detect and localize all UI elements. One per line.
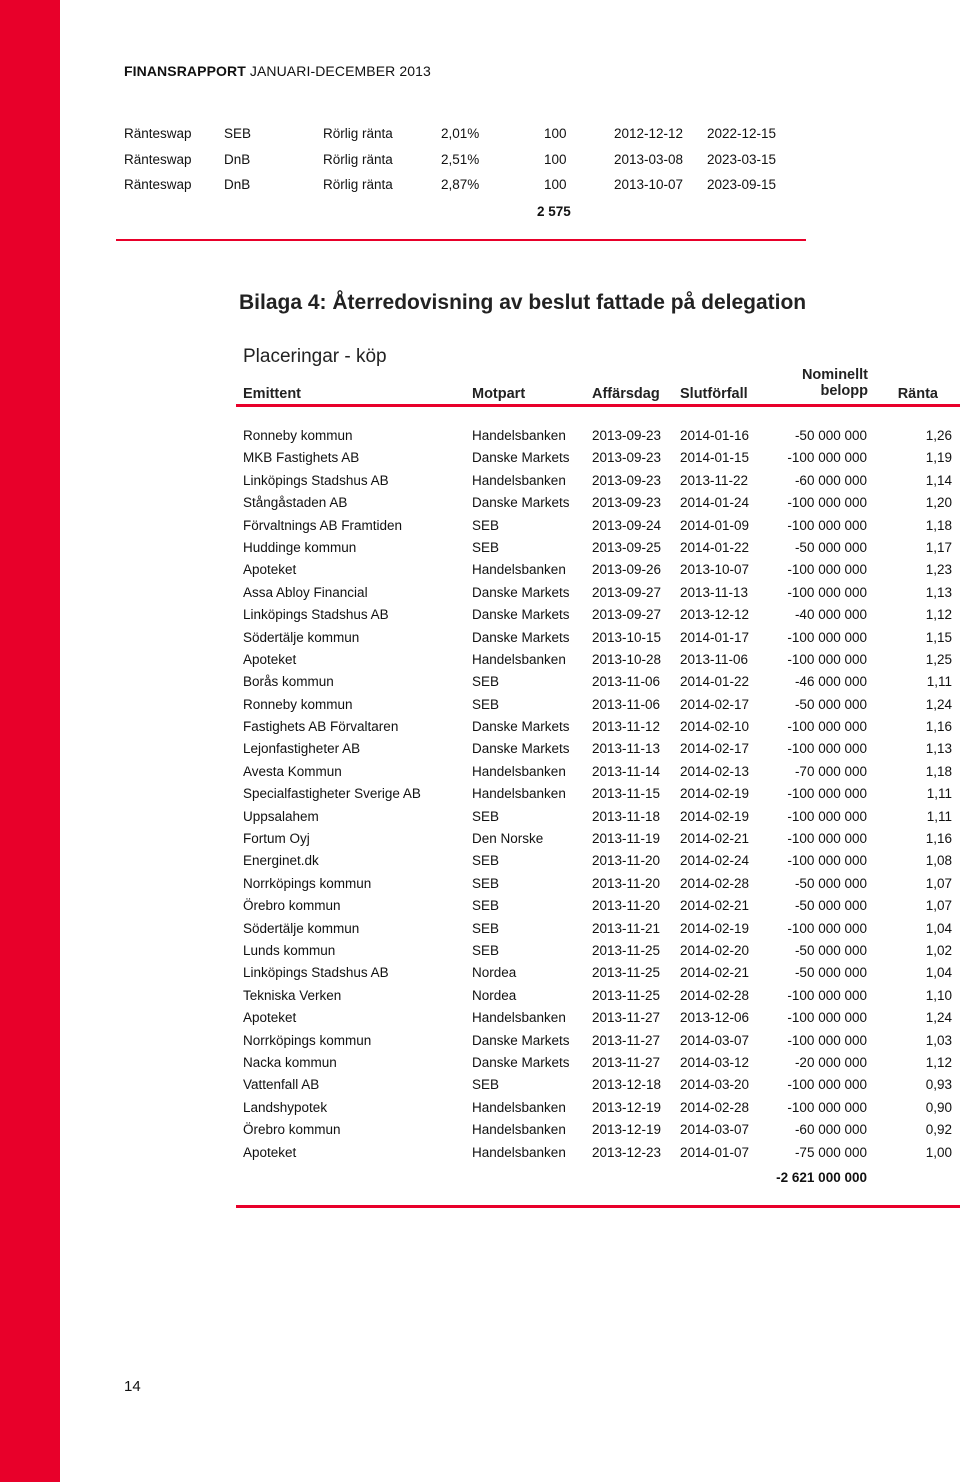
cell-ranta: 1,23 [925,562,952,578]
cell-affarsdag: 2013-12-19 [592,1122,662,1138]
cell-ranta: 1,14 [925,472,952,488]
cell-emittent: Ronneby kommun [243,696,353,712]
cell-slutforfall: 2013-11-22 [680,472,749,488]
footer-divider [236,1205,960,1208]
swap-cell-bank: SEB [224,126,252,141]
cell-affarsdag: 2013-09-23 [592,450,662,466]
cell-emittent: Lunds kommun [243,942,336,958]
cell-motpart: Handelsbanken [472,1099,566,1115]
cell-emittent: Energinet.dk [243,853,319,869]
cell-emittent: Uppsalahem [243,808,319,824]
cell-affarsdag: 2013-11-18 [592,808,661,824]
report-header-rest: JANUARI-DECEMBER 2013 [245,63,431,79]
cell-slutforfall: 2014-02-17 [680,741,750,757]
cell-affarsdag: 2013-11-15 [592,786,661,802]
cell-emittent: Apoteket [243,651,297,667]
swap-cell-end: 2022-12-15 [707,126,777,141]
table-row [0,943,960,965]
cell-affarsdag: 2013-11-21 [592,920,661,936]
cell-motpart: SEB [472,539,500,555]
cell-nominellt-belopp: -100 000 000 [787,1032,867,1048]
swap-cell-type: Ränteswap [124,177,192,192]
cell-emittent: Stångåstaden AB [243,495,348,511]
cell-ranta: 1,20 [925,495,952,511]
cell-emittent: Fastighets AB Förvaltaren [243,719,399,735]
cell-motpart: SEB [472,920,500,936]
swap-cell-rate: 2,87% [441,177,480,192]
cell-nominellt-belopp: -100 000 000 [787,584,867,600]
swap-cell-rate-type: Rörlig ränta [323,151,393,167]
cell-emittent: Örebro kommun [243,1122,341,1138]
report-header-bold: FINANSRAPPORT [124,63,246,79]
cell-slutforfall: 2014-02-28 [680,1099,750,1115]
table-row [0,831,960,853]
cell-slutforfall: 2013-11-06 [680,651,749,667]
cell-motpart: Nordea [472,965,517,981]
cell-ranta: 1,12 [925,1054,952,1070]
swap-cell-end: 2023-09-15 [707,177,777,192]
cell-affarsdag: 2013-11-25 [592,965,661,981]
cell-affarsdag: 2013-09-26 [592,562,662,578]
cell-emittent: Norrköpings kommun [243,1032,372,1048]
table-row [0,786,960,808]
swap-cell-bank: DnB [224,151,251,167]
cell-ranta: 1,13 [925,584,952,600]
cell-affarsdag: 2013-09-25 [592,539,662,555]
cell-ranta: 1,04 [925,920,952,936]
table-row [0,809,960,831]
cell-affarsdag: 2013-11-25 [592,942,661,958]
cell-ranta: 0,92 [925,1122,952,1138]
cell-ranta: 1,26 [925,428,952,443]
cell-slutforfall: 2014-01-24 [680,495,750,511]
cell-ranta: 1,15 [925,629,952,645]
cell-motpart: SEB [472,942,500,958]
col-header-slutforfall: Slutförfall [680,386,748,402]
divider-top [116,239,806,241]
cell-affarsdag: 2013-11-27 [592,1032,661,1048]
cell-affarsdag: 2013-11-14 [592,763,661,779]
cell-motpart: Handelsbanken [472,1144,566,1160]
cell-emittent: Linköpings Stadshus AB [243,965,389,981]
cell-slutforfall: 2014-03-07 [680,1032,750,1048]
cell-affarsdag: 2013-11-27 [592,1054,661,1070]
cell-ranta: 1,08 [925,853,952,869]
cell-motpart: SEB [472,853,500,869]
table-row [0,630,960,652]
swap-cell-rate-type: Rörlig ränta [323,126,393,141]
cell-nominellt-belopp: -50 000 000 [794,428,867,443]
cell-motpart: Handelsbanken [472,1010,566,1026]
cell-slutforfall: 2014-02-21 [680,965,750,981]
cell-slutforfall: 2013-10-07 [680,562,750,578]
cell-motpart: Danske Markets [472,495,570,511]
cell-ranta: 1,03 [925,1032,952,1048]
table-row [0,1010,960,1032]
cell-emittent: Södertälje kommun [243,629,360,645]
cell-emittent: Nacka kommun [243,1054,337,1070]
cell-affarsdag: 2013-10-15 [592,629,662,645]
cell-affarsdag: 2013-11-06 [592,674,661,690]
cell-slutforfall: 2014-01-16 [680,428,750,443]
table-row [0,562,960,584]
cell-affarsdag: 2013-11-20 [592,853,661,869]
cell-emittent: Fortum Oyj [243,831,310,847]
cell-nominellt-belopp: -50 000 000 [794,875,867,891]
table-row [0,450,960,472]
cell-slutforfall: 2014-01-22 [680,539,750,555]
cell-nominellt-belopp: -100 000 000 [787,1077,867,1093]
cell-slutforfall: 2014-02-19 [680,920,750,936]
col-header-emittent: Emittent [243,386,301,402]
table-row [0,1100,960,1122]
cell-ranta: 0,93 [925,1077,952,1093]
cell-slutforfall: 2014-02-17 [680,696,750,712]
cell-motpart: Handelsbanken [472,562,566,578]
table-row [0,988,960,1010]
col-header-nominellt-line1: Nominellt [801,367,868,383]
table-row [0,607,960,629]
cell-affarsdag: 2013-11-20 [592,898,661,914]
cell-emittent: Linköpings Stadshus AB [243,472,389,488]
cell-nominellt-belopp: -50 000 000 [794,898,867,914]
cell-emittent: Örebro kommun [243,898,341,914]
cell-motpart: Danske Markets [472,1032,570,1048]
cell-affarsdag: 2013-09-23 [592,428,662,443]
swap-cell-amount: 100 [544,126,567,141]
cell-emittent: Lejonfastigheter AB [243,741,361,757]
cell-affarsdag: 2013-11-13 [592,741,661,757]
cell-nominellt-belopp: -20 000 000 [794,1054,867,1070]
swap-cell-end: 2023-03-15 [707,151,777,167]
table-row [0,1055,960,1077]
cell-ranta: 1,16 [925,831,952,847]
cell-ranta: 1,04 [925,965,952,981]
cell-nominellt-belopp: -100 000 000 [787,495,867,511]
cell-nominellt-belopp: -50 000 000 [794,942,867,958]
cell-nominellt-belopp: -100 000 000 [787,853,867,869]
cell-nominellt-belopp: -46 000 000 [794,674,867,690]
cell-emittent: Apoteket [243,1010,297,1026]
cell-ranta: 1,07 [925,875,952,891]
table-row [0,697,960,719]
cell-slutforfall: 2014-03-20 [680,1077,750,1093]
cell-slutforfall: 2014-02-28 [680,875,750,891]
cell-motpart: Handelsbanken [472,786,566,802]
cell-motpart: Danske Markets [472,584,570,600]
cell-motpart: SEB [472,898,500,914]
cell-ranta: 1,24 [925,696,952,712]
cell-nominellt-belopp: -50 000 000 [794,696,867,712]
section-title: Bilaga 4: Återredovisning av beslut fattade på delegation [239,291,807,314]
swap-cell-start: 2012-12-12 [614,126,684,141]
cell-slutforfall: 2013-11-13 [680,584,749,600]
cell-motpart: Handelsbanken [472,1122,566,1138]
placements-table [0,428,960,1167]
cell-motpart: Handelsbanken [472,763,566,779]
cell-slutforfall: 2014-02-19 [680,786,750,802]
cell-emittent: Borås kommun [243,674,334,690]
cell-nominellt-belopp: -100 000 000 [787,786,867,802]
cell-emittent: Landshypotek [243,1099,328,1115]
cell-slutforfall: 2014-01-22 [680,674,750,690]
cell-affarsdag: 2013-11-25 [592,987,661,1003]
cell-nominellt-belopp: -75 000 000 [794,1144,867,1160]
cell-nominellt-belopp: -100 000 000 [787,1099,867,1115]
placements-total: -2 621 000 000 [776,1170,867,1185]
cell-ranta: 1,11 [926,674,952,690]
table-row [0,764,960,786]
col-header-affarsdag: Affärsdag [592,386,660,402]
cell-motpart: Danske Markets [472,741,570,757]
cell-ranta: 1,18 [925,517,952,533]
swap-cell-start: 2013-03-08 [614,151,684,167]
cell-motpart: Nordea [472,987,517,1003]
cell-slutforfall: 2013-12-06 [680,1010,750,1026]
table-row [0,473,960,495]
cell-motpart: Danske Markets [472,1054,570,1070]
cell-affarsdag: 2013-11-27 [592,1010,661,1026]
cell-affarsdag: 2013-09-24 [592,517,662,533]
cell-nominellt-belopp: -100 000 000 [787,517,867,533]
cell-slutforfall: 2014-03-12 [680,1054,750,1070]
table-row [0,898,960,920]
col-header-nominellt-line2: belopp [820,383,868,399]
cell-ranta: 1,02 [925,942,952,958]
cell-nominellt-belopp: -60 000 000 [794,1122,867,1138]
swap-cell-amount: 100 [544,177,567,192]
section-subtitle: Placeringar - köp [243,346,387,367]
cell-nominellt-belopp: -100 000 000 [787,920,867,936]
cell-slutforfall: 2014-02-20 [680,942,750,958]
cell-slutforfall: 2014-01-17 [680,629,750,645]
cell-motpart: Danske Markets [472,450,570,466]
cell-affarsdag: 2013-09-27 [592,584,662,600]
cell-slutforfall: 2014-01-07 [680,1144,750,1160]
swap-cell-type: Ränteswap [124,126,192,141]
table-row [0,853,960,875]
cell-affarsdag: 2013-12-23 [592,1144,662,1160]
table-row [0,428,960,450]
cell-affarsdag: 2013-10-28 [592,651,662,667]
cell-nominellt-belopp: -100 000 000 [787,562,867,578]
cell-ranta: 0,90 [925,1099,952,1115]
cell-ranta: 1,17 [925,539,952,555]
cell-ranta: 1,00 [925,1144,952,1160]
cell-nominellt-belopp: -100 000 000 [787,987,867,1003]
table-row [0,1033,960,1055]
cell-motpart: Danske Markets [472,719,570,735]
cell-emittent: Specialfastigheter Sverige AB [243,786,421,802]
table-row [0,1122,960,1144]
swap-cell-rate: 2,01% [441,126,480,141]
cell-emittent: Förvaltnings AB Framtiden [243,517,403,533]
cell-ranta: 1,16 [925,719,952,735]
cell-ranta: 1,07 [925,898,952,914]
cell-slutforfall: 2014-02-13 [680,763,750,779]
cell-slutforfall: 2013-12-12 [680,607,750,623]
cell-emittent: Tekniska Verken [243,987,342,1003]
cell-affarsdag: 2013-09-23 [592,472,662,488]
cell-emittent: MKB Fastighets AB [243,450,360,466]
table-row [0,518,960,540]
cell-nominellt-belopp: -50 000 000 [794,539,867,555]
swap-total: 2 575 [537,204,571,219]
cell-affarsdag: 2013-11-06 [592,696,661,712]
cell-nominellt-belopp: -70 000 000 [794,763,867,779]
cell-nominellt-belopp: -60 000 000 [794,472,867,488]
cell-ranta: 1,13 [925,741,952,757]
table-row [0,674,960,696]
table-row [0,1145,960,1167]
swap-cell-start: 2013-10-07 [614,177,684,192]
cell-ranta: 1,10 [925,987,952,1003]
cell-ranta: 1,25 [925,651,952,667]
cell-affarsdag: 2013-11-12 [592,719,661,735]
cell-nominellt-belopp: -50 000 000 [794,965,867,981]
cell-slutforfall: 2014-02-28 [680,987,750,1003]
cell-emittent: Huddinge kommun [243,539,357,555]
report-header [124,63,431,79]
cell-affarsdag: 2013-09-23 [592,495,662,511]
table-row [0,585,960,607]
table-row [0,741,960,763]
cell-emittent: Ronneby kommun [243,428,353,443]
header-divider [236,404,960,407]
cell-emittent: Vattenfall AB [243,1077,320,1093]
cell-slutforfall: 2014-02-21 [680,831,750,847]
cell-motpart: Handelsbanken [472,651,566,667]
cell-ranta: 1,24 [925,1010,952,1026]
cell-emittent: Apoteket [243,1144,297,1160]
cell-motpart: Handelsbanken [472,428,566,443]
cell-motpart: Danske Markets [472,607,570,623]
table-row [0,652,960,674]
cell-nominellt-belopp: -100 000 000 [787,651,867,667]
table-row [0,1077,960,1099]
cell-slutforfall: 2014-02-10 [680,719,750,735]
cell-slutforfall: 2014-03-07 [680,1122,750,1138]
swap-cell-type: Ränteswap [124,151,192,167]
col-header-motpart: Motpart [472,386,526,402]
cell-slutforfall: 2014-02-24 [680,853,750,869]
table-row [0,495,960,517]
table-row [0,921,960,943]
cell-emittent: Norrköpings kommun [243,875,372,891]
cell-motpart: SEB [472,875,500,891]
col-header-ranta: Ränta [897,386,938,402]
cell-affarsdag: 2013-12-19 [592,1099,662,1115]
cell-nominellt-belopp: -100 000 000 [787,831,867,847]
cell-affarsdag: 2013-12-18 [592,1077,662,1093]
cell-motpart: Danske Markets [472,629,570,645]
cell-slutforfall: 2014-02-21 [680,898,750,914]
cell-nominellt-belopp: -100 000 000 [787,808,867,824]
cell-slutforfall: 2014-01-09 [680,517,750,533]
col-header-nominellt [802,367,868,399]
cell-emittent: Apoteket [243,562,297,578]
cell-motpart: Den Norske [472,831,544,847]
cell-emittent: Södertälje kommun [243,920,360,936]
cell-nominellt-belopp: -100 000 000 [787,450,867,466]
cell-affarsdag: 2013-11-19 [592,831,661,847]
swap-cell-rate: 2,51% [441,151,480,167]
cell-slutforfall: 2014-01-15 [680,450,750,466]
swap-cell-rate-type: Rörlig ränta [323,177,393,192]
cell-motpart: SEB [472,517,500,533]
swap-cell-bank: DnB [224,177,251,192]
cell-nominellt-belopp: -100 000 000 [787,741,867,757]
page-number: 14 [124,1378,141,1395]
cell-nominellt-belopp: -100 000 000 [787,719,867,735]
cell-affarsdag: 2013-11-20 [592,875,661,891]
cell-ranta: 1,18 [925,763,952,779]
cell-nominellt-belopp: -100 000 000 [787,629,867,645]
cell-motpart: SEB [472,1077,500,1093]
cell-nominellt-belopp: -40 000 000 [794,607,867,623]
cell-emittent: Assa Abloy Financial [243,584,368,600]
cell-ranta: 1,11 [926,786,952,802]
cell-ranta: 1,12 [925,607,952,623]
cell-nominellt-belopp: -100 000 000 [787,1010,867,1026]
table-row [0,965,960,987]
cell-slutforfall: 2014-02-19 [680,808,750,824]
cell-emittent: Avesta Kommun [243,763,342,779]
cell-ranta: 1,19 [925,450,952,466]
cell-emittent: Linköpings Stadshus AB [243,607,389,623]
cell-ranta: 1,11 [926,808,952,824]
swap-cell-amount: 100 [544,151,567,167]
table-row [0,540,960,562]
cell-affarsdag: 2013-09-27 [592,607,662,623]
table-row [0,876,960,898]
cell-motpart: SEB [472,696,500,712]
cell-motpart: Handelsbanken [472,472,566,488]
cell-motpart: SEB [472,808,500,824]
table-row [0,719,960,741]
cell-motpart: SEB [472,674,500,690]
